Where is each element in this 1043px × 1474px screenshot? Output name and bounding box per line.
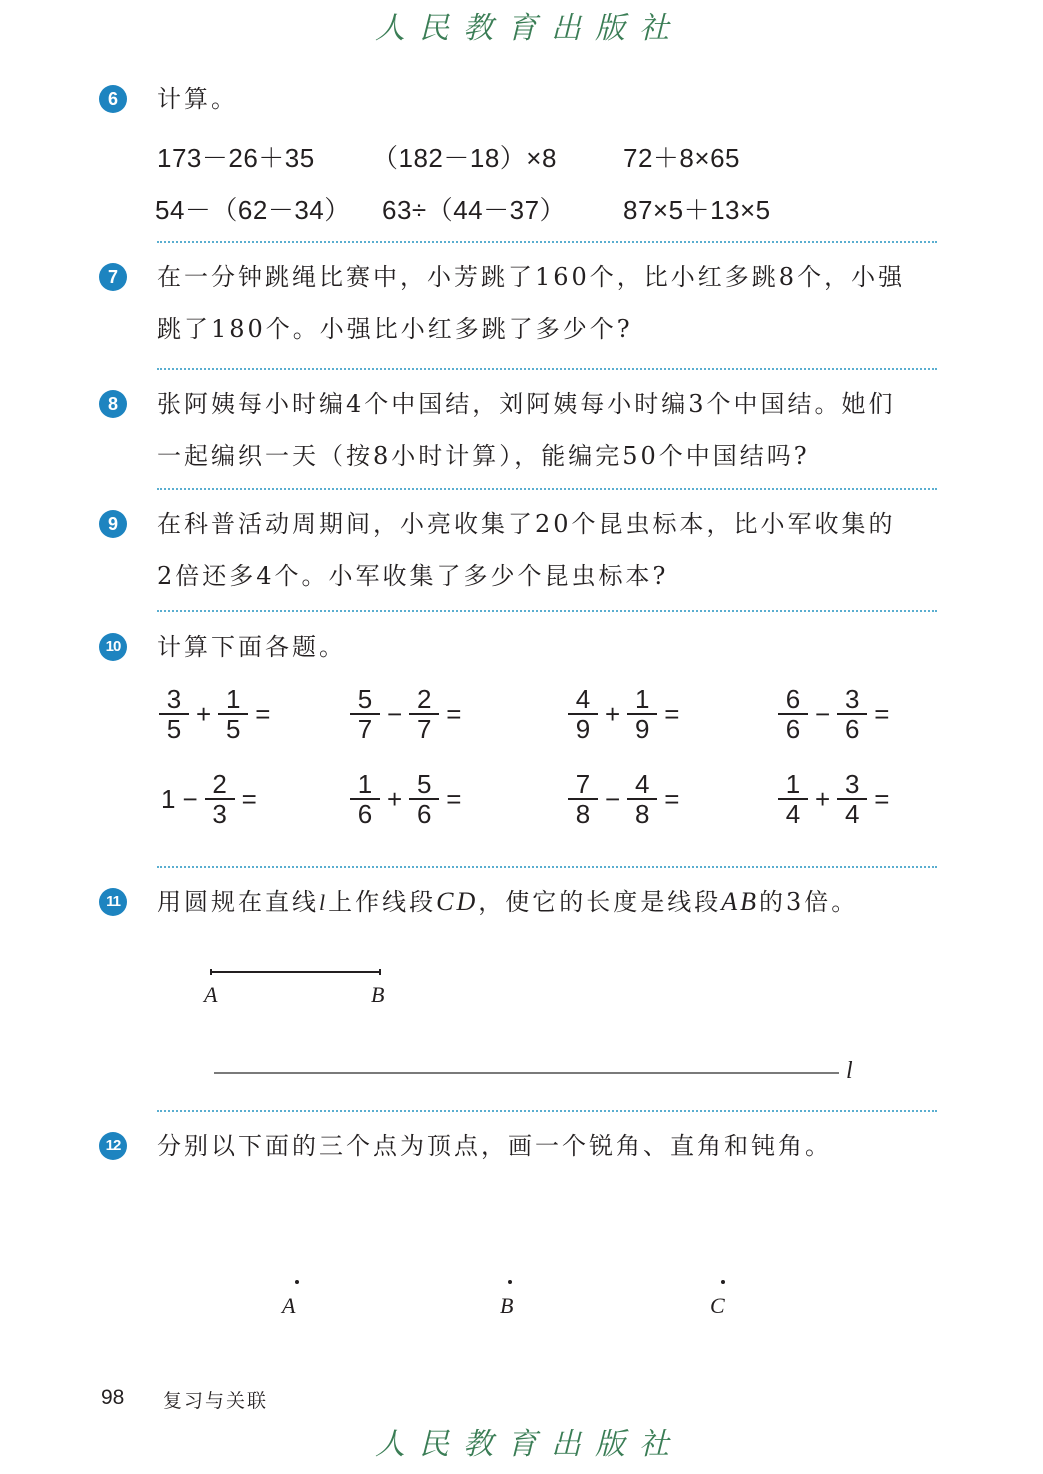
equals-sign: = xyxy=(446,783,462,814)
operator: + xyxy=(387,783,403,814)
denominator: 7 xyxy=(416,714,432,744)
expression: （182－18）×8 xyxy=(372,143,557,173)
point-label-b: B xyxy=(371,982,385,1007)
equals-sign: = xyxy=(241,783,257,814)
numerator: 1 xyxy=(627,685,657,715)
vertex-label-b: B xyxy=(500,1293,514,1318)
section-title: 复习与关联 xyxy=(163,1390,269,1412)
denominator: 6 xyxy=(844,714,860,744)
denominator: 8 xyxy=(634,799,650,829)
segment-ab xyxy=(211,971,381,973)
publisher-logo-top: 人民教育出版社 xyxy=(375,11,683,46)
denominator: 5 xyxy=(166,714,182,744)
prompt-text: 的3倍。 xyxy=(759,888,859,916)
denominator: 5 xyxy=(225,714,241,744)
fraction-problem xyxy=(159,685,277,743)
denominator: 8 xyxy=(575,799,591,829)
numerator: 5 xyxy=(350,685,380,715)
vertex-label-a: A xyxy=(282,1293,296,1318)
operator: − xyxy=(182,783,198,814)
equals-sign: = xyxy=(664,783,680,814)
fraction-problem xyxy=(350,770,468,828)
fraction-problem xyxy=(568,770,686,828)
section-divider xyxy=(157,866,937,868)
equals-sign: = xyxy=(874,698,890,729)
numerator: 4 xyxy=(568,685,598,715)
question-9-line-2: 2倍还多4个。小军收集了多少个昆虫标本? xyxy=(157,562,669,590)
denominator: 6 xyxy=(416,799,432,829)
numerator: 7 xyxy=(568,770,598,800)
denominator: 9 xyxy=(575,714,591,744)
variable-cd: CD xyxy=(436,887,479,916)
line-label-l: l xyxy=(846,1058,853,1084)
operator: − xyxy=(815,698,831,729)
question-badge-6: 6 xyxy=(99,85,127,113)
vertex-point-c xyxy=(721,1280,725,1284)
prompt-text: ，使它的长度是线段 xyxy=(478,888,722,916)
question-badge-9: 9 xyxy=(99,510,127,538)
question-8-line-2: 一起编织一天（按8小时计算），能编完50个中国结吗? xyxy=(157,442,810,470)
fraction-problem xyxy=(568,685,686,743)
operator: − xyxy=(605,783,621,814)
numerator: 5 xyxy=(409,770,439,800)
segment-endpoint-a xyxy=(210,969,212,975)
vertex-point-a xyxy=(295,1280,299,1284)
fraction-problem xyxy=(161,770,264,828)
section-divider xyxy=(157,610,937,612)
vertex-point-b xyxy=(508,1280,512,1284)
equals-sign: = xyxy=(255,698,271,729)
fraction-problem xyxy=(350,685,468,743)
section-divider xyxy=(157,1110,937,1112)
question-badge-11: 11 xyxy=(99,888,127,916)
vertex-label-c: C xyxy=(710,1293,725,1318)
prompt-text: 用圆规在直线 xyxy=(157,888,319,916)
numerator: 3 xyxy=(837,685,867,715)
fraction-problem xyxy=(778,685,896,743)
question-7-line-2: 跳了180个。小强比小红多跳了多少个? xyxy=(157,315,633,343)
expression: 63÷（44－37） xyxy=(382,195,567,225)
line-l xyxy=(214,1072,839,1074)
denominator: 9 xyxy=(634,714,650,744)
denominator: 3 xyxy=(212,799,227,829)
equals-sign: = xyxy=(874,783,890,814)
numerator: 2 xyxy=(205,770,235,800)
operator: + xyxy=(815,783,831,814)
segment-endpoint-b xyxy=(379,969,381,975)
section-divider xyxy=(157,241,937,243)
numerator: 1 xyxy=(778,770,808,800)
expression: 173－26＋35 xyxy=(157,143,315,173)
question-badge-10: 10 xyxy=(99,633,127,661)
question-badge-8: 8 xyxy=(99,390,127,418)
question-badge-7: 7 xyxy=(99,263,127,291)
question-8-line-1: 张阿姨每小时编4个中国结，刘阿姨每小时编3个中国结。她们 xyxy=(157,390,896,418)
section-divider xyxy=(157,488,937,490)
numerator: 2 xyxy=(409,685,439,715)
numerator: 4 xyxy=(627,770,657,800)
fraction-problem xyxy=(778,770,896,828)
denominator: 6 xyxy=(357,799,373,829)
variable-l: l xyxy=(319,890,329,915)
expression: 54－（62－34） xyxy=(155,195,351,225)
denominator: 4 xyxy=(844,799,860,829)
whole-number: 1 xyxy=(161,783,176,814)
question-9-line-1: 在科普活动周期间，小亮收集了20个昆虫标本，比小军收集的 xyxy=(157,510,896,538)
question-10-prompt: 计算下面各题。 xyxy=(157,633,346,661)
question-6-prompt: 计算。 xyxy=(157,85,238,113)
operator: − xyxy=(387,698,403,729)
operator: + xyxy=(196,698,212,729)
publisher-logo-bottom: 人民教育出版社 xyxy=(375,1427,683,1462)
numerator: 1 xyxy=(218,685,248,715)
section-divider xyxy=(157,368,937,370)
question-badge-12: 12 xyxy=(99,1132,127,1160)
point-label-a: A xyxy=(204,982,218,1007)
page-number: 98 xyxy=(101,1386,125,1409)
question-11-prompt xyxy=(157,876,947,929)
numerator: 6 xyxy=(778,685,808,715)
operator: + xyxy=(605,698,621,729)
equals-sign: = xyxy=(664,698,680,729)
expression: 87×5＋13×5 xyxy=(623,195,771,225)
question-12-prompt: 分别以下面的三个点为顶点，画一个锐角、直角和钝角。 xyxy=(157,1132,832,1160)
question-7-line-1: 在一分钟跳绳比赛中，小芳跳了160个，比小红多跳8个，小强 xyxy=(157,263,906,291)
denominator: 4 xyxy=(785,799,801,829)
numerator: 1 xyxy=(350,770,380,800)
denominator: 7 xyxy=(357,714,373,744)
numerator: 3 xyxy=(837,770,867,800)
denominator: 6 xyxy=(785,714,801,744)
prompt-text: 上作线段 xyxy=(328,888,437,916)
expression: 72＋8×65 xyxy=(623,143,740,173)
equals-sign: = xyxy=(446,698,462,729)
numerator: 3 xyxy=(159,685,189,715)
variable-ab: AB xyxy=(721,887,760,916)
